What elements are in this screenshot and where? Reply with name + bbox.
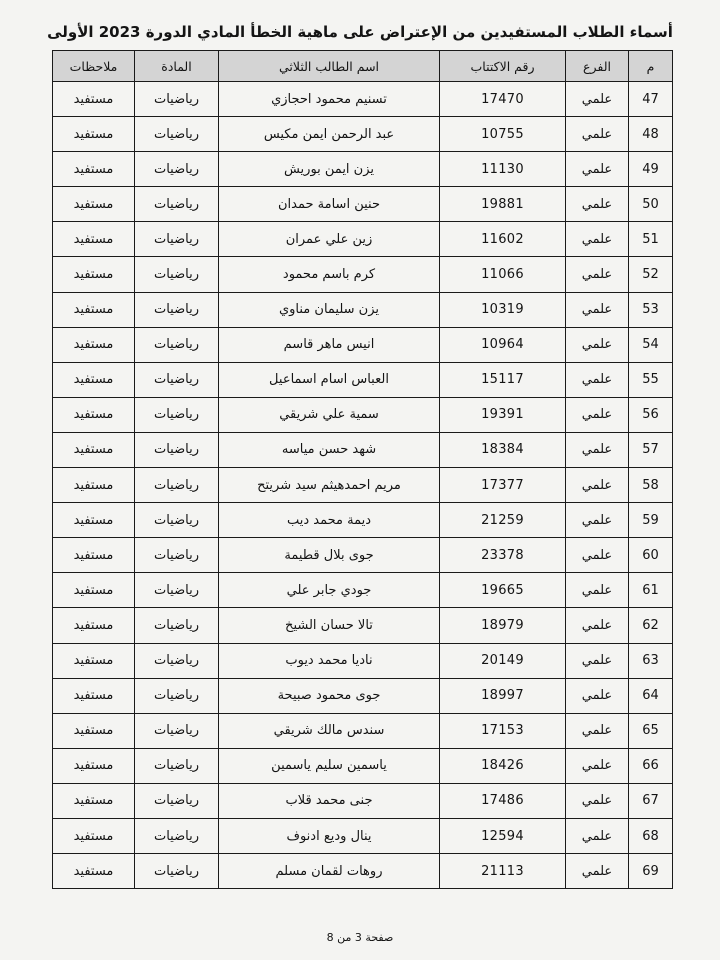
cell-notes: مستفيد <box>53 327 135 362</box>
cell-branch: علمي <box>566 503 629 538</box>
cell-student-name: حنين اسامة حمدان <box>219 187 440 222</box>
cell-subject: رياضيات <box>135 397 219 432</box>
cell-branch: علمي <box>566 818 629 853</box>
cell-seat-number: 19391 <box>440 397 566 432</box>
cell-num: 69 <box>629 854 673 889</box>
table-row <box>53 678 673 713</box>
cell-notes: مستفيد <box>53 292 135 327</box>
table-row <box>53 292 673 327</box>
cell-num: 53 <box>629 292 673 327</box>
cell-student-name: سندس مالك شريقي <box>219 713 440 748</box>
header-num: م <box>629 51 673 82</box>
cell-notes: مستفيد <box>53 713 135 748</box>
cell-seat-number: 11130 <box>440 152 566 187</box>
table-row <box>53 538 673 573</box>
cell-num: 47 <box>629 82 673 117</box>
cell-num: 54 <box>629 327 673 362</box>
cell-notes: مستفيد <box>53 432 135 467</box>
cell-notes: مستفيد <box>53 117 135 152</box>
cell-branch: علمي <box>566 608 629 643</box>
cell-subject: رياضيات <box>135 854 219 889</box>
cell-branch: علمي <box>566 748 629 783</box>
cell-student-name: ديمة محمد ديب <box>219 503 440 538</box>
cell-notes: مستفيد <box>53 468 135 503</box>
cell-seat-number: 21259 <box>440 503 566 538</box>
cell-branch: علمي <box>566 257 629 292</box>
header-notes: ملاحظات <box>53 51 135 82</box>
cell-seat-number: 17486 <box>440 783 566 818</box>
cell-branch: علمي <box>566 854 629 889</box>
table-row <box>53 713 673 748</box>
cell-num: 58 <box>629 468 673 503</box>
cell-notes: مستفيد <box>53 187 135 222</box>
cell-seat-number: 17470 <box>440 82 566 117</box>
cell-seat-number: 19881 <box>440 187 566 222</box>
cell-notes: مستفيد <box>53 818 135 853</box>
header-seat-number: رقم الاكتتاب <box>440 51 566 82</box>
table-header <box>53 51 673 82</box>
cell-student-name: جوى محمود صبيحة <box>219 678 440 713</box>
cell-branch: علمي <box>566 397 629 432</box>
cell-seat-number: 18979 <box>440 608 566 643</box>
table-row <box>53 327 673 362</box>
cell-notes: مستفيد <box>53 573 135 608</box>
cell-branch: علمي <box>566 713 629 748</box>
cell-branch: علمي <box>566 327 629 362</box>
table-row <box>53 643 673 678</box>
cell-branch: علمي <box>566 432 629 467</box>
cell-subject: رياضيات <box>135 187 219 222</box>
cell-seat-number: 10319 <box>440 292 566 327</box>
cell-subject: رياضيات <box>135 292 219 327</box>
table-row <box>53 152 673 187</box>
cell-seat-number: 23378 <box>440 538 566 573</box>
cell-student-name: انيس ماهر قاسم <box>219 327 440 362</box>
cell-notes: مستفيد <box>53 643 135 678</box>
cell-subject: رياضيات <box>135 818 219 853</box>
table-row <box>53 362 673 397</box>
cell-subject: رياضيات <box>135 327 219 362</box>
cell-subject: رياضيات <box>135 573 219 608</box>
cell-student-name: عبد الرحمن ايمن مكيس <box>219 117 440 152</box>
cell-num: 65 <box>629 713 673 748</box>
cell-student-name: ناديا محمد ديوب <box>219 643 440 678</box>
results-table <box>52 50 673 889</box>
cell-student-name: يزن ايمن بوريش <box>219 152 440 187</box>
cell-branch: علمي <box>566 152 629 187</box>
cell-num: 61 <box>629 573 673 608</box>
table-row <box>53 818 673 853</box>
cell-subject: رياضيات <box>135 503 219 538</box>
cell-subject: رياضيات <box>135 222 219 257</box>
cell-student-name: ينال وديع ادنوف <box>219 818 440 853</box>
cell-subject: رياضيات <box>135 608 219 643</box>
cell-student-name: مريم احمدهيثم سيد شريتح <box>219 468 440 503</box>
cell-seat-number: 17153 <box>440 713 566 748</box>
cell-num: 63 <box>629 643 673 678</box>
cell-branch: علمي <box>566 362 629 397</box>
cell-branch: علمي <box>566 468 629 503</box>
cell-num: 57 <box>629 432 673 467</box>
table-row <box>53 748 673 783</box>
cell-notes: مستفيد <box>53 257 135 292</box>
cell-seat-number: 10755 <box>440 117 566 152</box>
cell-student-name: شهد حسن مياسه <box>219 432 440 467</box>
cell-branch: علمي <box>566 187 629 222</box>
cell-subject: رياضيات <box>135 117 219 152</box>
cell-notes: مستفيد <box>53 748 135 783</box>
cell-notes: مستفيد <box>53 538 135 573</box>
cell-student-name: كرم باسم محمود <box>219 257 440 292</box>
cell-seat-number: 20149 <box>440 643 566 678</box>
cell-notes: مستفيد <box>53 783 135 818</box>
cell-notes: مستفيد <box>53 678 135 713</box>
cell-num: 60 <box>629 538 673 573</box>
cell-subject: رياضيات <box>135 783 219 818</box>
cell-subject: رياضيات <box>135 643 219 678</box>
table-row <box>53 432 673 467</box>
cell-subject: رياضيات <box>135 82 219 117</box>
header-student-name: اسم الطالب الثلاثي <box>219 51 440 82</box>
cell-subject: رياضيات <box>135 152 219 187</box>
cell-student-name: زين علي عمران <box>219 222 440 257</box>
page-number: صفحة 3 من 8 <box>326 931 394 944</box>
cell-student-name: تسنيم محمود احجازي <box>219 82 440 117</box>
cell-notes: مستفيد <box>53 608 135 643</box>
cell-seat-number: 10964 <box>440 327 566 362</box>
cell-num: 66 <box>629 748 673 783</box>
cell-num: 50 <box>629 187 673 222</box>
cell-subject: رياضيات <box>135 362 219 397</box>
cell-seat-number: 19665 <box>440 573 566 608</box>
cell-notes: مستفيد <box>53 503 135 538</box>
cell-student-name: جنى محمد قلاب <box>219 783 440 818</box>
cell-branch: علمي <box>566 292 629 327</box>
header-branch: الفرع <box>566 51 629 82</box>
cell-notes: مستفيد <box>53 362 135 397</box>
cell-seat-number: 12594 <box>440 818 566 853</box>
cell-num: 55 <box>629 362 673 397</box>
cell-student-name: العباس اسام اسماعيل <box>219 362 440 397</box>
cell-num: 68 <box>629 818 673 853</box>
cell-branch: علمي <box>566 117 629 152</box>
cell-notes: مستفيد <box>53 854 135 889</box>
header-subject: المادة <box>135 51 219 82</box>
cell-seat-number: 21113 <box>440 854 566 889</box>
cell-branch: علمي <box>566 643 629 678</box>
cell-student-name: جودي جابر علي <box>219 573 440 608</box>
cell-seat-number: 15117 <box>440 362 566 397</box>
table-row <box>53 82 673 117</box>
table-row <box>53 573 673 608</box>
cell-student-name: يزن سليمان مناوي <box>219 292 440 327</box>
table-row <box>53 187 673 222</box>
cell-branch: علمي <box>566 82 629 117</box>
cell-num: 59 <box>629 503 673 538</box>
cell-branch: علمي <box>566 678 629 713</box>
cell-subject: رياضيات <box>135 538 219 573</box>
cell-branch: علمي <box>566 538 629 573</box>
cell-branch: علمي <box>566 222 629 257</box>
table-row <box>53 503 673 538</box>
table-row <box>53 783 673 818</box>
cell-notes: مستفيد <box>53 152 135 187</box>
cell-num: 67 <box>629 783 673 818</box>
cell-subject: رياضيات <box>135 713 219 748</box>
table-row <box>53 257 673 292</box>
cell-num: 51 <box>629 222 673 257</box>
cell-notes: مستفيد <box>53 222 135 257</box>
cell-num: 56 <box>629 397 673 432</box>
page-title: أسماء الطلاب المستفيدين من الإعتراض على ماهية الخطأ المادي الدورة 2023 الأولى <box>47 23 673 42</box>
cell-subject: رياضيات <box>135 678 219 713</box>
cell-subject: رياضيات <box>135 257 219 292</box>
cell-student-name: ياسمين سليم ياسمين <box>219 748 440 783</box>
cell-student-name: تالا حسان الشيخ <box>219 608 440 643</box>
table-row <box>53 222 673 257</box>
cell-seat-number: 18997 <box>440 678 566 713</box>
table-row <box>53 397 673 432</box>
cell-num: 49 <box>629 152 673 187</box>
table-row <box>53 468 673 503</box>
cell-num: 52 <box>629 257 673 292</box>
table-row <box>53 854 673 889</box>
cell-branch: علمي <box>566 783 629 818</box>
cell-seat-number: 17377 <box>440 468 566 503</box>
cell-seat-number: 11602 <box>440 222 566 257</box>
cell-seat-number: 18384 <box>440 432 566 467</box>
cell-num: 64 <box>629 678 673 713</box>
table-body <box>53 82 673 889</box>
cell-notes: مستفيد <box>53 82 135 117</box>
cell-seat-number: 18426 <box>440 748 566 783</box>
cell-subject: رياضيات <box>135 468 219 503</box>
cell-subject: رياضيات <box>135 748 219 783</box>
cell-seat-number: 11066 <box>440 257 566 292</box>
header-row <box>53 51 673 82</box>
table-row <box>53 608 673 643</box>
cell-student-name: روهات لقمان مسلم <box>219 854 440 889</box>
cell-subject: رياضيات <box>135 432 219 467</box>
cell-num: 48 <box>629 117 673 152</box>
cell-student-name: سمية علي شريقي <box>219 397 440 432</box>
table-row <box>53 117 673 152</box>
cell-num: 62 <box>629 608 673 643</box>
cell-student-name: جوى بلال قطيمة <box>219 538 440 573</box>
cell-notes: مستفيد <box>53 397 135 432</box>
cell-branch: علمي <box>566 573 629 608</box>
